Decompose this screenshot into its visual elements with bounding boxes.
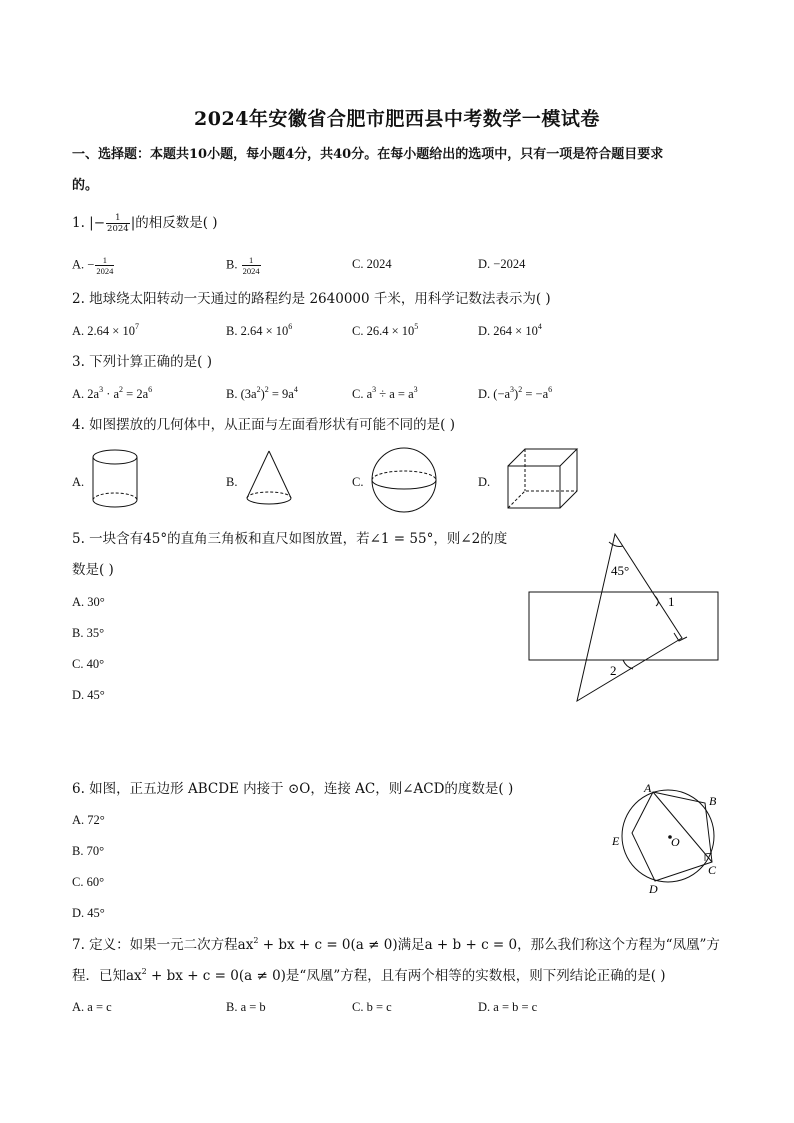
question-7-stem-cont: 程．已知$ax^2$ + bx + c = 0(a ≠ 0)是“凤凰”方程，且有两个相等的实数根，则下列结论正确的是( ) — [72, 967, 666, 984]
question-3-stem: 3. 下列计算正确的是( ) — [72, 354, 212, 370]
right-angle-mark — [674, 633, 687, 641]
question-5-option-c: C. 40° — [72, 657, 105, 671]
question-3-option-b: B. $(3a^2)^2 = 9a^4$ — [226, 385, 298, 401]
question-2-option-a: A. $2.64 \times 10^7$ — [72, 322, 139, 338]
label-o: O — [671, 835, 680, 849]
question-5-option-a: A. 30° — [72, 595, 105, 609]
question-7-stem: 7. 定义：如果一元二次方程$ax^2$ + bx + c = 0(a ≠ 0)满足a + b + c = 0，那么我们称这个方程为“凤凰”方 — [72, 936, 720, 953]
label-a: A — [644, 781, 652, 795]
question-3-option-d: D. $(-a^3)^2 = -a^6$ — [478, 385, 553, 401]
cuboid-figure — [505, 446, 580, 512]
question-4-option-a: A. — [72, 475, 85, 489]
question-5-option-d: D. 45° — [72, 688, 105, 702]
section-instructions: 一、选择题：本题共10小题，每小题4分，共40分。在每小题给出的选项中，只有一项是符合题目要求 — [72, 147, 664, 162]
question-4-stem: 4. 如图摆放的几何体中，从正面与左面看形状有可能不同的是( ) — [72, 417, 455, 433]
question-1-option-c: C. 2024 — [352, 257, 392, 271]
sphere-figure — [370, 446, 440, 516]
set-square — [577, 534, 682, 701]
label-d: D — [649, 882, 658, 896]
question-2-stem: 2. 地球绕太阳转动一天通过的路程约是 2640000 千米，用科学记数法表示为( ) — [72, 291, 551, 307]
question-1-option-d: D. −2024 — [478, 257, 526, 271]
angle-45-label: 45° — [611, 563, 630, 578]
question-1-stem: 1. |− $\frac{1}{2024}$ |的相反数是( ) — [72, 213, 218, 234]
section-instructions-cont: 的。 — [72, 178, 99, 193]
question-7-option-b: B. a = b — [226, 1000, 266, 1014]
question-3-option-a: A. $2a^3 \cdot a^2 = 2a^6$ — [72, 385, 153, 401]
question-6-stem: 6. 如图，正五边形 ABCDE 内接于 ⊙O，连接 AC，则∠ACD的度数是( ) — [72, 781, 514, 797]
question-3-option-c: C. $a^3 \div a = a^3$ — [352, 385, 418, 401]
question-7-option-c: C. b = c — [352, 1000, 392, 1014]
question-7-option-a: A. a = c — [72, 1000, 112, 1014]
question-6-option-a: A. 72° — [72, 813, 105, 827]
pentagon-circle-figure — [608, 780, 728, 900]
label-e: E — [612, 834, 620, 848]
angle-1-label: 1 — [668, 594, 675, 609]
triangle-ruler-figure — [525, 530, 725, 706]
question-2-option-b: B. $2.64 \times 10^6$ — [226, 322, 293, 338]
question-1-option-a: A. − $\frac{1}{2024}$ — [72, 255, 114, 276]
question-4-option-c: C. — [352, 475, 364, 489]
fraction: $\frac{1}{2024}$ — [107, 213, 129, 234]
page-title: 2024年安徽省合肥市肥西县中考数学一模试卷 — [194, 108, 600, 130]
question-6-option-c: C. 60° — [72, 875, 105, 889]
cylinder-figure — [90, 448, 140, 510]
circle-o — [622, 790, 714, 882]
question-7-option-d: D. a = b = c — [478, 1000, 538, 1014]
question-5-stem-cont: 数是( ) — [72, 562, 114, 578]
question-1-option-b: B. $\frac{1}{2024}$ — [226, 255, 260, 276]
angle-2-arc — [623, 660, 633, 669]
cone-figure — [244, 448, 296, 510]
angle-2-label: 2 — [610, 663, 617, 678]
question-5-option-b: B. 35° — [72, 626, 105, 640]
ruler — [529, 592, 718, 660]
question-2-option-c: C. $26.4 \times 10^5$ — [352, 322, 419, 338]
question-4-option-b: B. — [226, 475, 238, 489]
label-b: B — [709, 794, 717, 808]
label-c: C — [708, 863, 717, 877]
question-5-stem: 5. 一块含有45°的直角三角板和直尺如图放置，若∠1 = 55°，则∠2的度 — [72, 531, 508, 547]
question-4-option-d: D. — [478, 475, 491, 489]
question-6-option-d: D. 45° — [72, 906, 105, 920]
question-6-option-b: B. 70° — [72, 844, 105, 858]
question-2-option-d: D. $264 \times 10^4$ — [478, 322, 542, 338]
